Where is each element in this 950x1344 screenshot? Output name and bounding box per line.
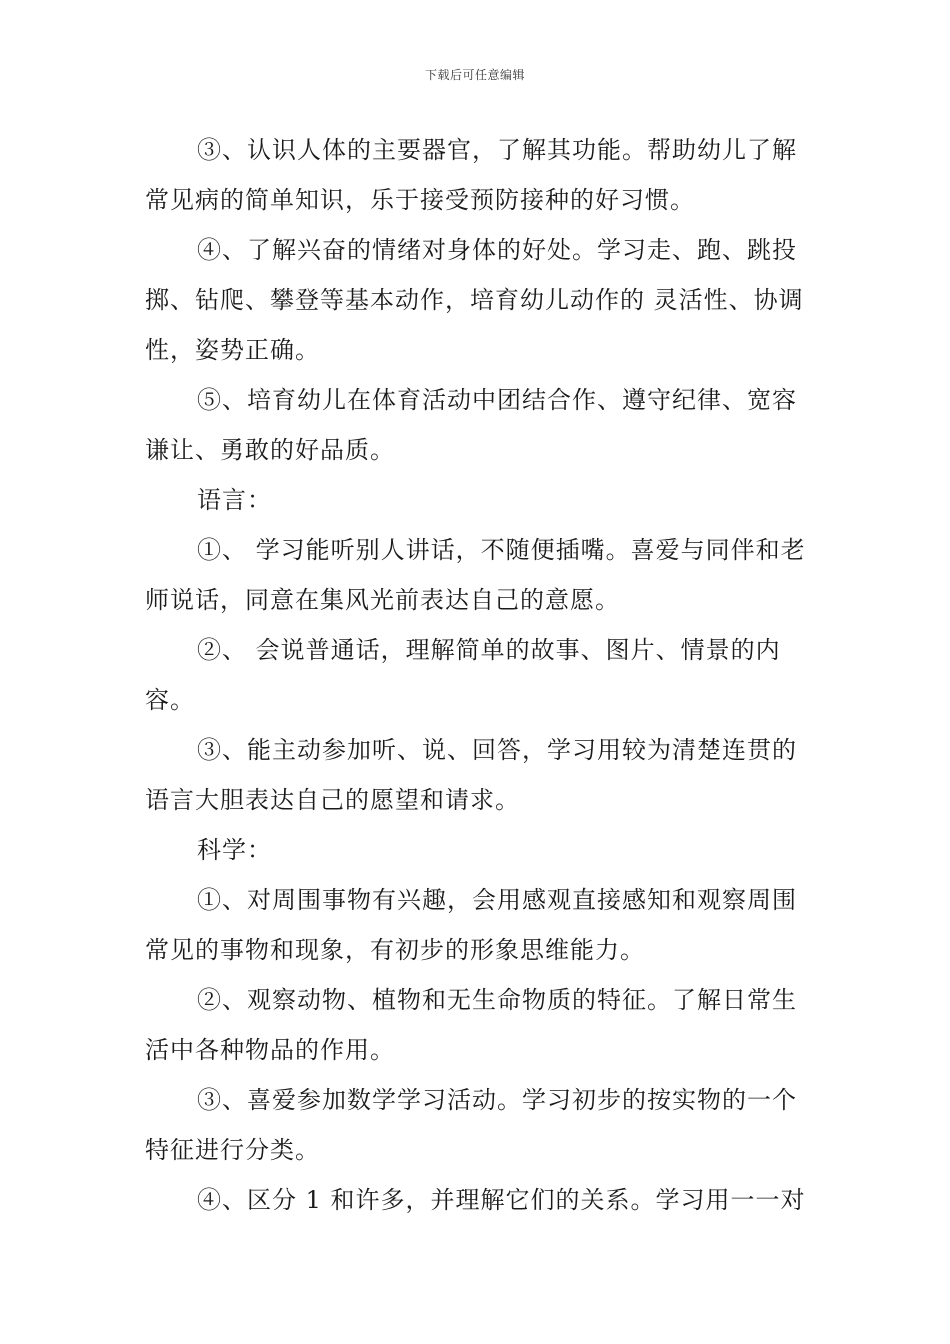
paragraph-language-3: ③、能主动参加听、说、回答，学习用较为清楚连贯的语言大胆表达自己的愿望和请求。 [145,736,797,814]
paragraph-language-1: ①、 学习能听别人讲话，不随便插嘴。喜爱与同伴和老师说话，同意在集风光前表达自己的意愿。 [145,536,806,614]
paragraph-science-3: ③、喜爱参加数学学习活动。学习初步的按实物的一个特征进行分类。 [145,1086,797,1164]
page-header-note: 下载后可任意编辑 [424,68,525,82]
document-body [145,125,807,1225]
paragraph-language-2: ②、 会说普通话，理解简单的故事、图片、情景的内容。 [145,636,781,714]
section-heading-language: 语言： [197,486,272,514]
paragraph-science-1: ①、对周围事物有兴趣，会用感观直接感知和观察周围常见的事物和现象，有初步的形象思维能力。 [145,886,797,964]
paragraph-health-4: ④、了解兴奋的情绪对身体的好处。学习走、跑、跳投掷、钻爬、攀登等基本动作，培育幼儿动作的 灵活性、协调性，姿势正确。 [145,236,804,364]
paragraph-science-2: ②、观察动物、植物和无生命物质的特征。了解日常生活中各种物品的作用。 [145,986,797,1064]
paragraph-health-3: ③、认识人体的主要器官，了解其功能。帮助幼儿了解常见病的简单知识，乐于接受预防接种的好习惯。 [145,136,797,214]
paragraph-science-4: ④、区分 1 和许多，并理解它们的关系。学习用一一对 [197,1186,806,1214]
section-heading-science: 科学： [197,836,272,864]
paragraph-health-5: ⑤、培育幼儿在体育活动中团结合作、遵守纪律、宽容谦让、勇敢的好品质。 [145,386,797,464]
